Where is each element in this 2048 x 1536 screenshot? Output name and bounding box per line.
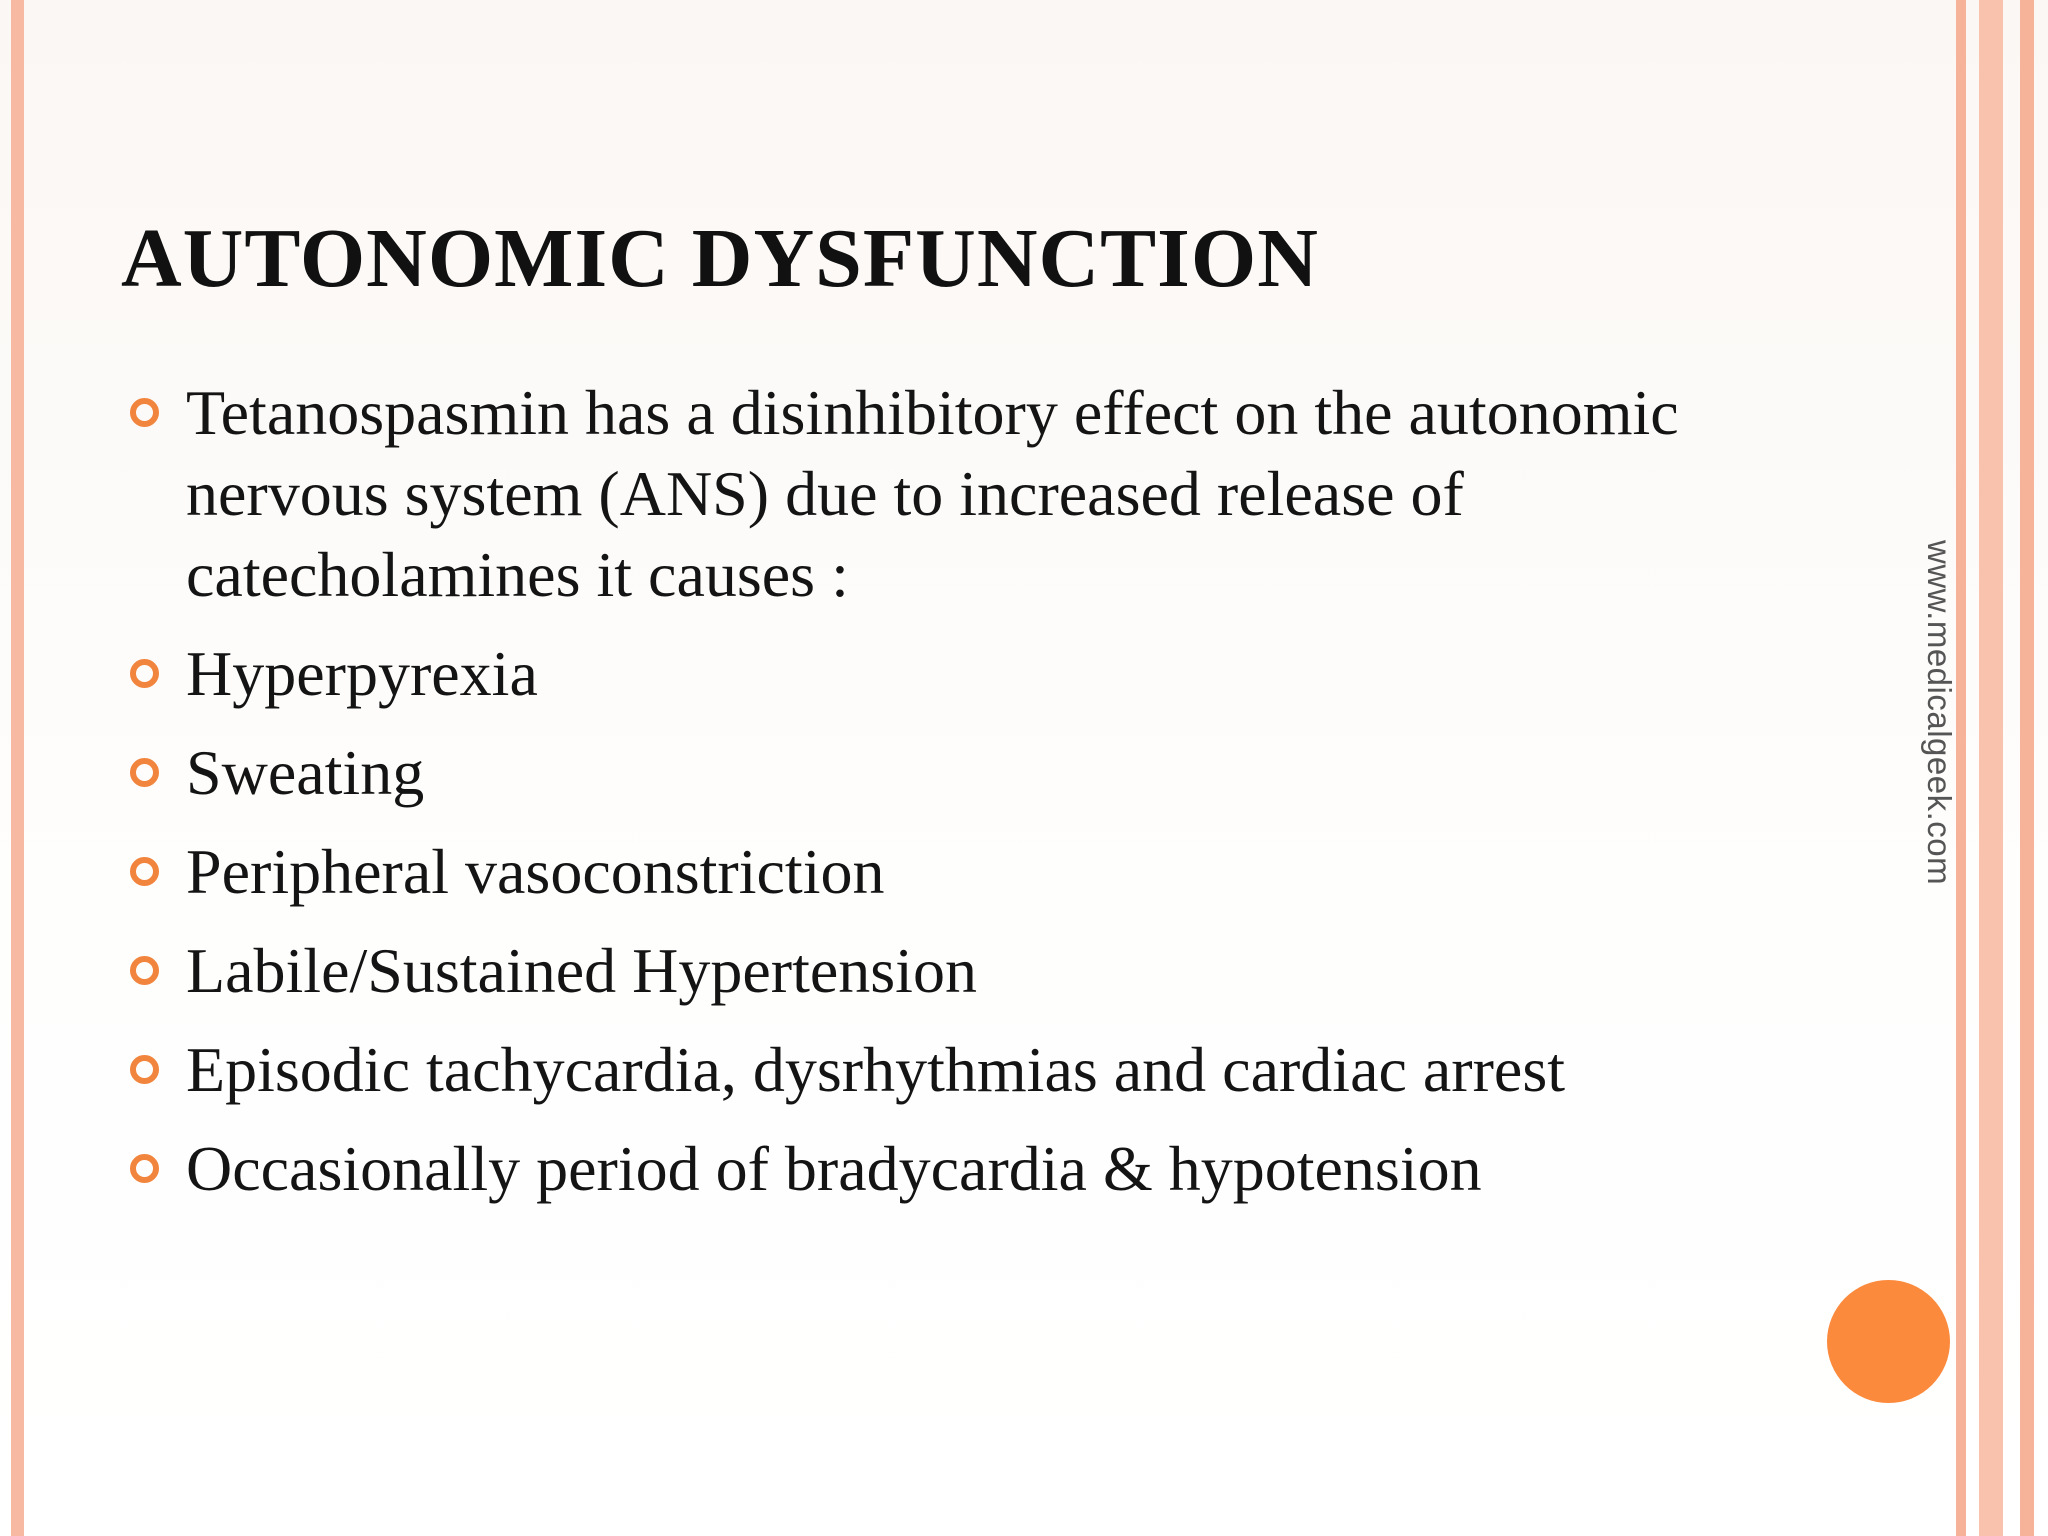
hollow-circle-bullet-icon <box>130 857 159 886</box>
hollow-circle-bullet-icon <box>130 758 159 787</box>
hollow-circle-bullet-icon <box>130 398 159 427</box>
bullet-text: Labile/Sustained Hypertension <box>186 935 977 1006</box>
bullet-text: Episodic tachycardia, dysrhythmias and cardiac arrest <box>186 1034 1565 1105</box>
right-decorative-stripe-2 <box>1979 0 2003 1536</box>
bullet-item <box>126 732 1766 813</box>
bullet-text: Occasionally period of bradycardia & hypotension <box>186 1133 1482 1204</box>
bullet-text: Sweating <box>186 737 425 808</box>
bullet-item <box>126 1128 1766 1209</box>
hollow-circle-bullet-icon <box>130 659 159 688</box>
bullet-text: Hyperpyrexia <box>186 638 538 709</box>
watermark-url: www.medicalgeek.com <box>1921 540 1958 886</box>
hollow-circle-bullet-icon <box>130 1055 159 1084</box>
bullet-item <box>126 1029 1766 1110</box>
bullet-text: Tetanospasmin has a disinhibitory effect on the autonomic nervous system (ANS) due to increased release of catecholamines it causes : <box>186 377 1679 610</box>
bullet-text: Peripheral vasoconstriction <box>186 836 885 907</box>
orange-circle-decoration <box>1827 1280 1950 1403</box>
bullet-item <box>126 372 1766 615</box>
hollow-circle-bullet-icon <box>130 1154 159 1183</box>
hollow-circle-bullet-icon <box>130 956 159 985</box>
right-decorative-stripe-3 <box>2020 0 2034 1536</box>
left-decorative-stripe <box>11 0 24 1536</box>
bullet-list <box>126 372 1766 1227</box>
bullet-item <box>126 930 1766 1011</box>
bullet-item <box>126 633 1766 714</box>
bullet-item <box>126 831 1766 912</box>
slide-title: AUTONOMIC DYSFUNCTION <box>121 212 1319 305</box>
